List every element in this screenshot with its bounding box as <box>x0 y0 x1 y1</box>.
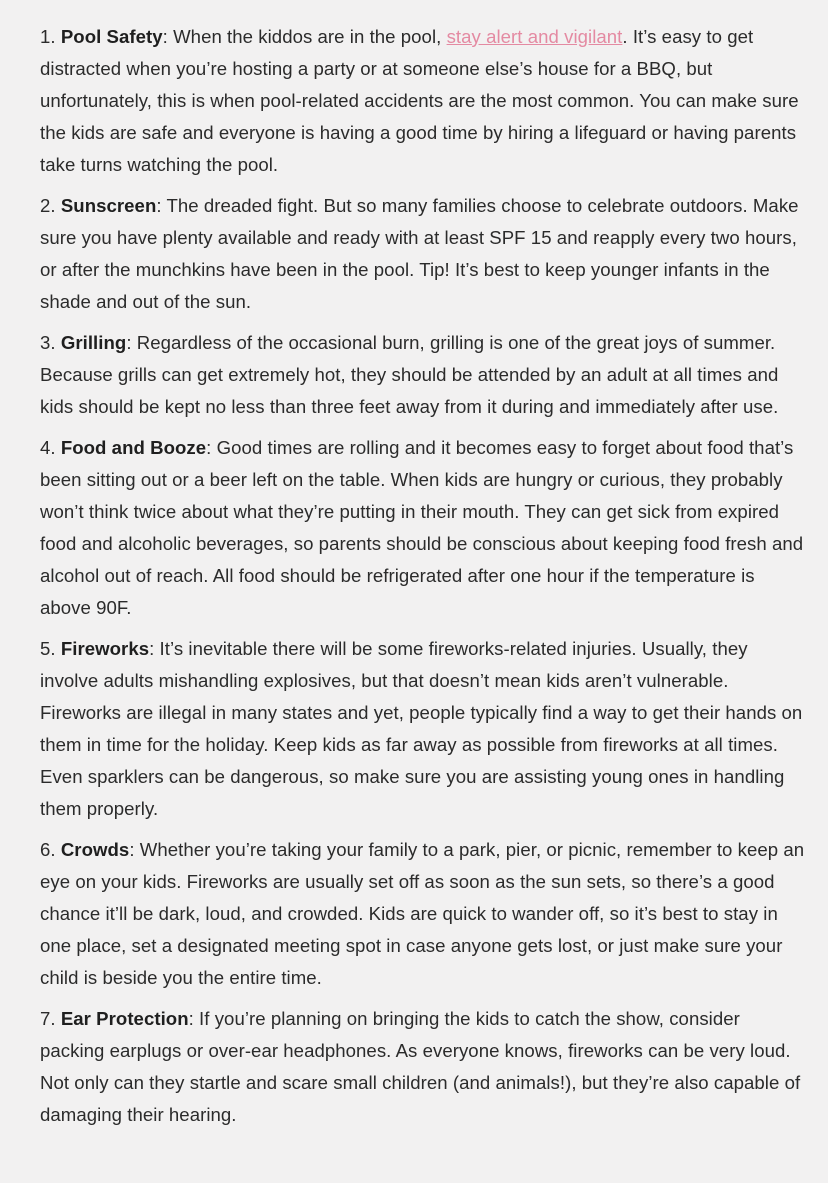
tip-text: : Good times are rolling and it becomes easy to forget about food that’s been sitting out or a beer left on the table. When kids are hungry or curious, they probably won’t think twice about what they’re putting in their mouth. They can get sick from expired food and alcoholic beverages, so parents should be conscious about keeping food fresh and alcohol out of reach. All food should be refrigerated after one hour if the temperature is above 90F. <box>40 437 804 618</box>
tip-text: : The dreaded fight. But so many families choose to celebrate outdoors. Make sure you have plenty available and ready with at least SPF 15 and reapply every two hours, or after the munchkins have been in the pool. Tip! It’s best to keep younger infants in the shade and out of the sun. <box>40 195 799 312</box>
tip-number: 6. <box>40 839 56 860</box>
tip-ear-protection <box>40 1003 808 1131</box>
tip-text: : If you’re planning on bringing the kids to catch the show, consider packing earplugs or over-ear headphones. As everyone knows, fireworks can be very loud. Not only can they startle and scare small children (and animals!), but they’re also capable of damaging their hearing. <box>40 1008 801 1125</box>
tip-text-after-link: . It’s easy to get distracted when you’re hosting a party or at someone else’s house for a BBQ, but unfortunately, this is when pool-related accidents are the most common. You can make sure the kids are safe and everyone is having a good time by hiring a lifeguard or having parents take turns watching the pool. <box>40 26 799 175</box>
tip-title: Crowds <box>60 839 130 860</box>
tip-sunscreen <box>40 190 808 318</box>
tip-fireworks <box>40 633 808 825</box>
stay-alert-link[interactable]: stay alert and vigilant <box>446 26 623 47</box>
tip-text: : It’s inevitable there will be some fireworks-related injuries. Usually, they involve adults mishandling explosives, but that doesn’t mean kids aren’t vulnerable. Fireworks are illegal in many states and yet, people typically find a way to get their hands on them in time for the holiday. Keep kids as far away as possible from fireworks at all times. Even sparklers can be dangerous, so make sure you are assisting young ones in handling them properly. <box>40 638 803 819</box>
tip-number: 5. <box>40 638 56 659</box>
tip-title: Pool Safety <box>60 26 163 47</box>
tip-number: 1. <box>40 26 56 47</box>
tip-text-before-link: : When the kiddos are in the pool, <box>162 26 447 47</box>
tip-title: Ear Protection <box>60 1008 189 1029</box>
tip-title: Fireworks <box>60 638 150 659</box>
tip-pool-safety <box>40 21 808 181</box>
tip-text: : Regardless of the occasional burn, grilling is one of the great joys of summer. Because grills can get extremely hot, they should be attended by an adult at all times and kids should be kept no less than three feet away from it during and immediately after use. <box>40 332 779 417</box>
tip-title: Sunscreen <box>60 195 157 216</box>
tip-crowds <box>40 834 808 994</box>
tip-number: 2. <box>40 195 56 216</box>
tip-text: : Whether you’re taking your family to a park, pier, or picnic, remember to keep an eye on your kids. Fireworks are usually set off as soon as the sun sets, so there’s a good chance it’ll be dark, loud, and crowded. Kids are quick to wander off, so it’s best to stay in one place, set a designated meeting spot in case anyone gets lost, or just make sure your child is beside you the entire time. <box>40 839 805 988</box>
tip-title: Food and Booze <box>60 437 207 458</box>
tip-food-and-booze <box>40 432 808 624</box>
tip-number: 4. <box>40 437 56 458</box>
tip-grilling <box>40 327 808 423</box>
tip-number: 7. <box>40 1008 56 1029</box>
tip-title: Grilling <box>60 332 127 353</box>
tip-number: 3. <box>40 332 56 353</box>
